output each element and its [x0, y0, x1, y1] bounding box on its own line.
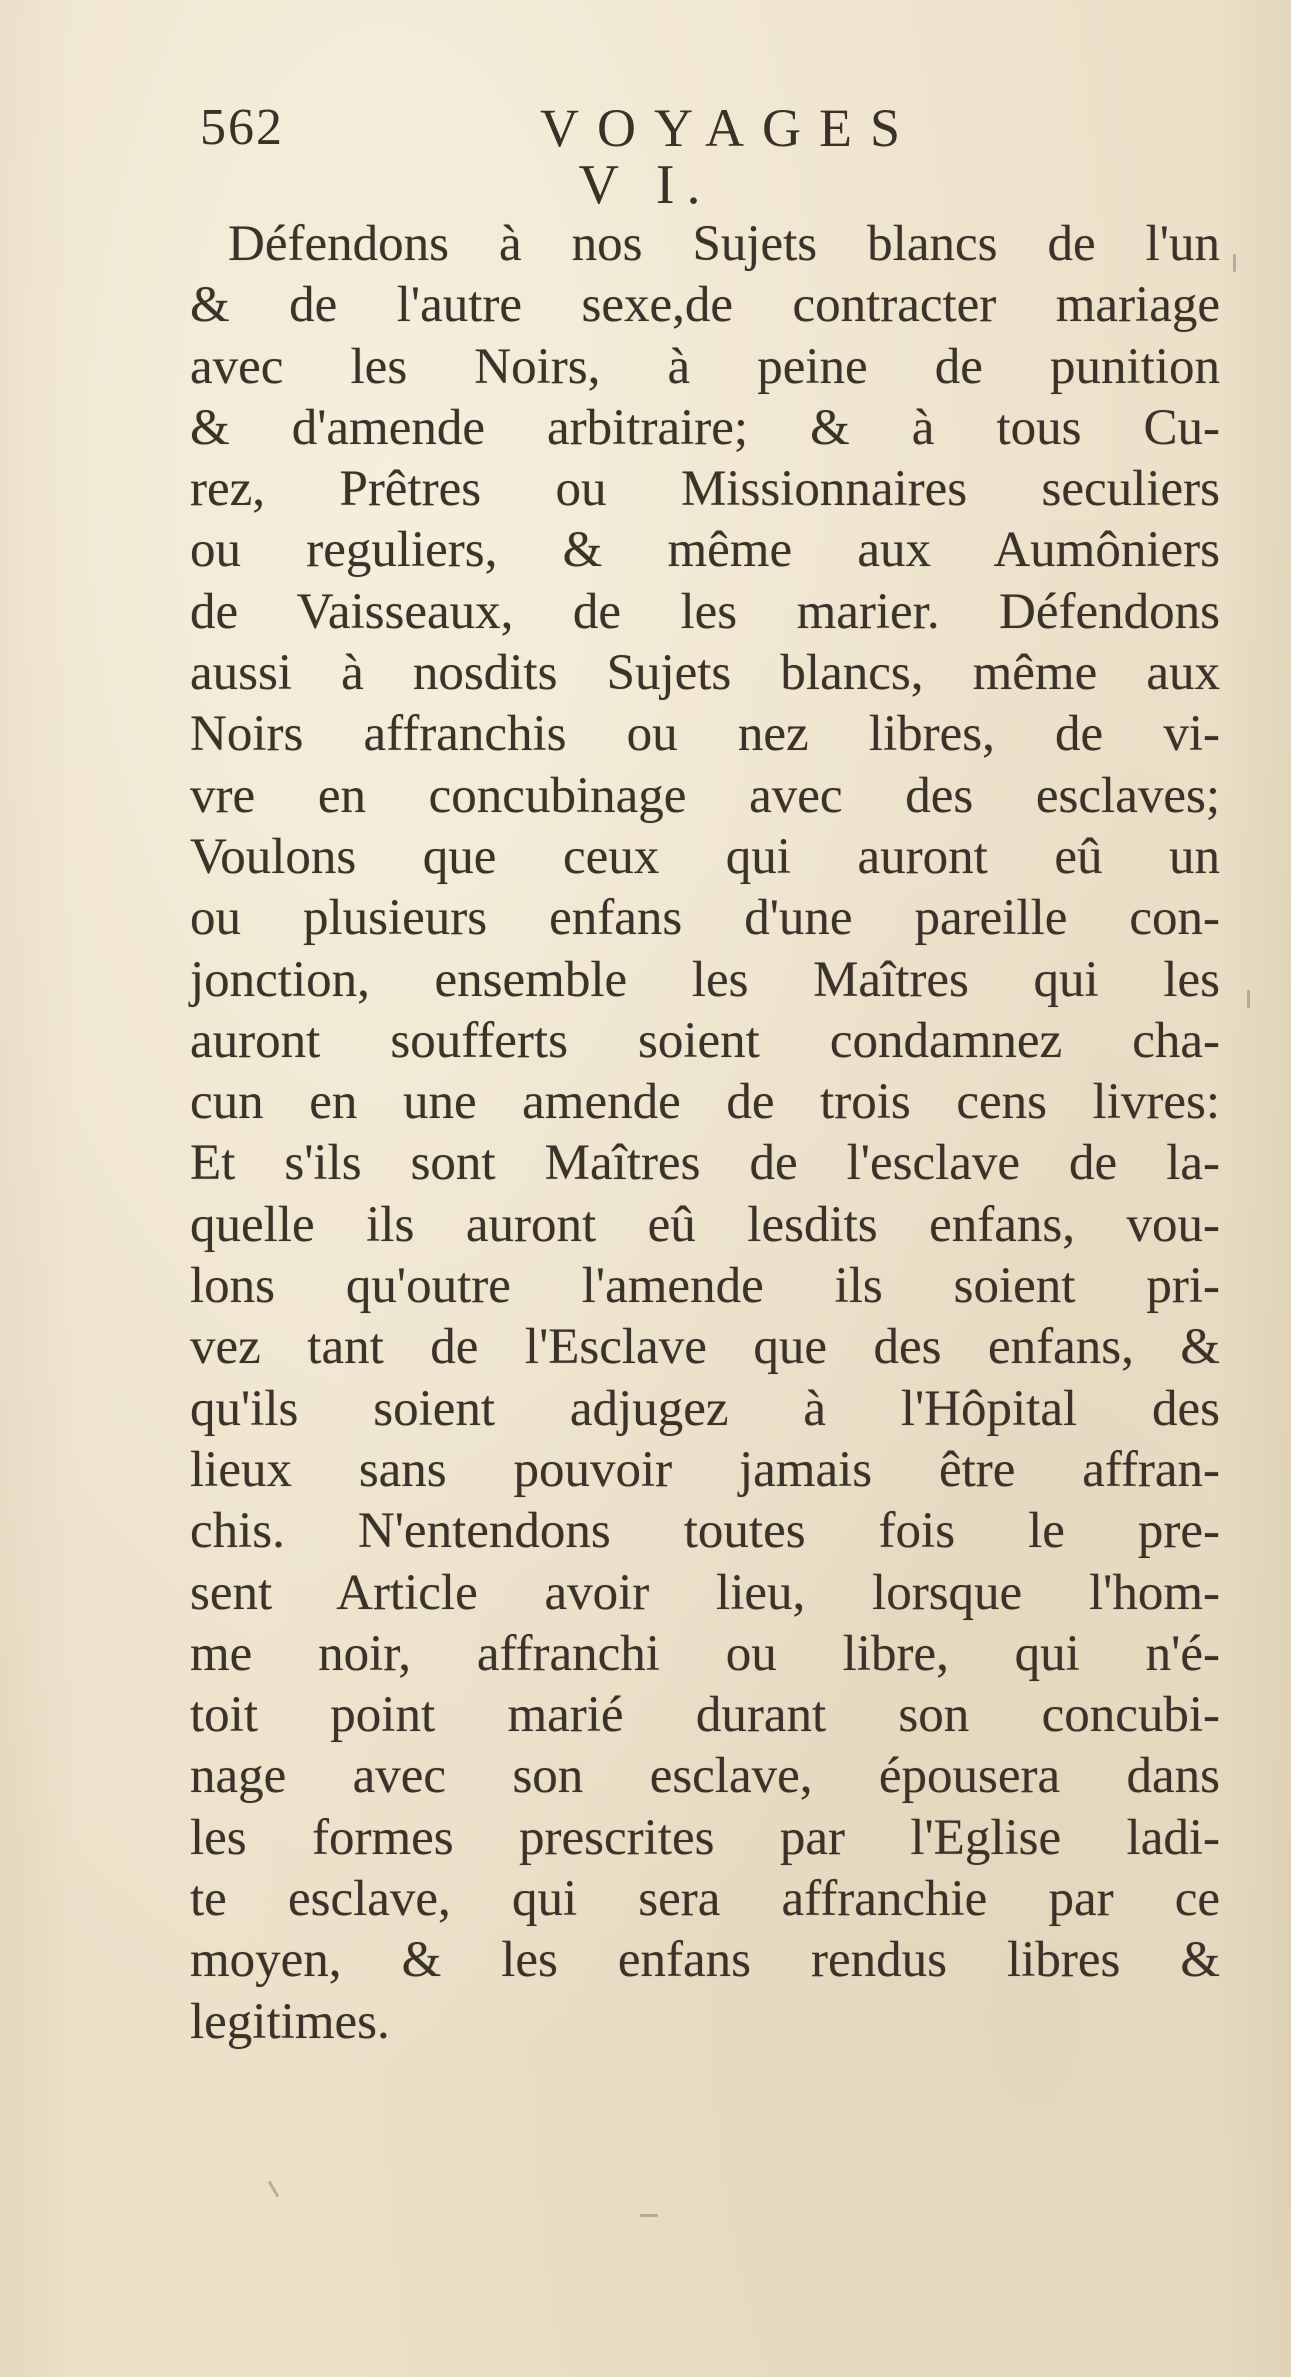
text-line: lons qu'outre l'amende ils soient pri- [190, 1258, 1220, 1315]
text-line: toit point marié durant son concubi- [190, 1687, 1220, 1744]
text-line: Voulons que ceux qui auront eû un [190, 828, 1220, 885]
text-line: aussi à nosdits Sujets blancs, même aux [190, 645, 1220, 702]
text-line: avec les Noirs, à peine de punition [190, 338, 1220, 395]
text-line: jonction, ensemble les Maîtres qui les [190, 951, 1220, 1008]
text-line: & de l'autre sexe,de contracter mariage [190, 277, 1220, 334]
text-line: Noirs affranchis ou nez libres, de vi- [190, 706, 1220, 763]
text-line: les formes prescrites par l'Eglise ladi- [190, 1809, 1220, 1866]
text-line: vez tant de l'Esclave que des enfans, & [190, 1319, 1220, 1376]
article-body [190, 214, 1220, 2053]
paper-speck [1233, 254, 1236, 272]
text-line: nage avec son esclave, épousera dans [190, 1748, 1220, 1805]
text-line: te esclave, qui sera affranchie par ce [190, 1871, 1220, 1928]
text-line: ou reguliers, & même aux Aumôniers [190, 522, 1220, 579]
text-line: me noir, affranchi ou libre, qui n'é- [190, 1625, 1220, 1682]
text-line: cun en une amende de trois cens livres: [190, 1074, 1220, 1131]
text-line: de Vaisseaux, de les marier. Défendons [190, 583, 1220, 640]
text-line: vre en concubinage avec des esclaves; [190, 767, 1220, 824]
paper-speck [1247, 990, 1250, 1008]
text-line: legitimes. [190, 1993, 390, 2050]
running-title: VOYAGES [540, 98, 919, 158]
paper-speck [640, 2214, 658, 2217]
text-line: auront soufferts soient condamnez cha- [190, 1012, 1220, 1069]
text-line: moyen, & les enfans rendus libres & [190, 1932, 1220, 1989]
article-number: V I. [578, 154, 713, 216]
page-number: 562 [200, 99, 284, 156]
paper-speck [268, 2180, 280, 2197]
text-line: rez, Prêtres ou Missionnaires seculiers [190, 461, 1220, 518]
text-line: sent Article avoir lieu, lorsque l'hom- [190, 1564, 1220, 1621]
text-line: ou plusieurs enfans d'une pareille con- [190, 890, 1220, 947]
text-line: quelle ils auront eû lesdits enfans, vou- [190, 1196, 1220, 1253]
text-line: qu'ils soient adjugez à l'Hôpital des [190, 1380, 1220, 1437]
text-line: lieux sans pouvoir jamais être affran- [190, 1441, 1220, 1498]
running-head [200, 98, 1100, 158]
text-line: Défendons à nos Sujets blancs de l'un [228, 216, 1220, 272]
text-line: Et s'ils sont Maîtres de l'esclave de la- [190, 1135, 1220, 1192]
text-line: chis. N'entendons toutes fois le pre- [190, 1503, 1220, 1560]
text-line: & d'amende arbitraire; & à tous Cu- [190, 399, 1220, 456]
